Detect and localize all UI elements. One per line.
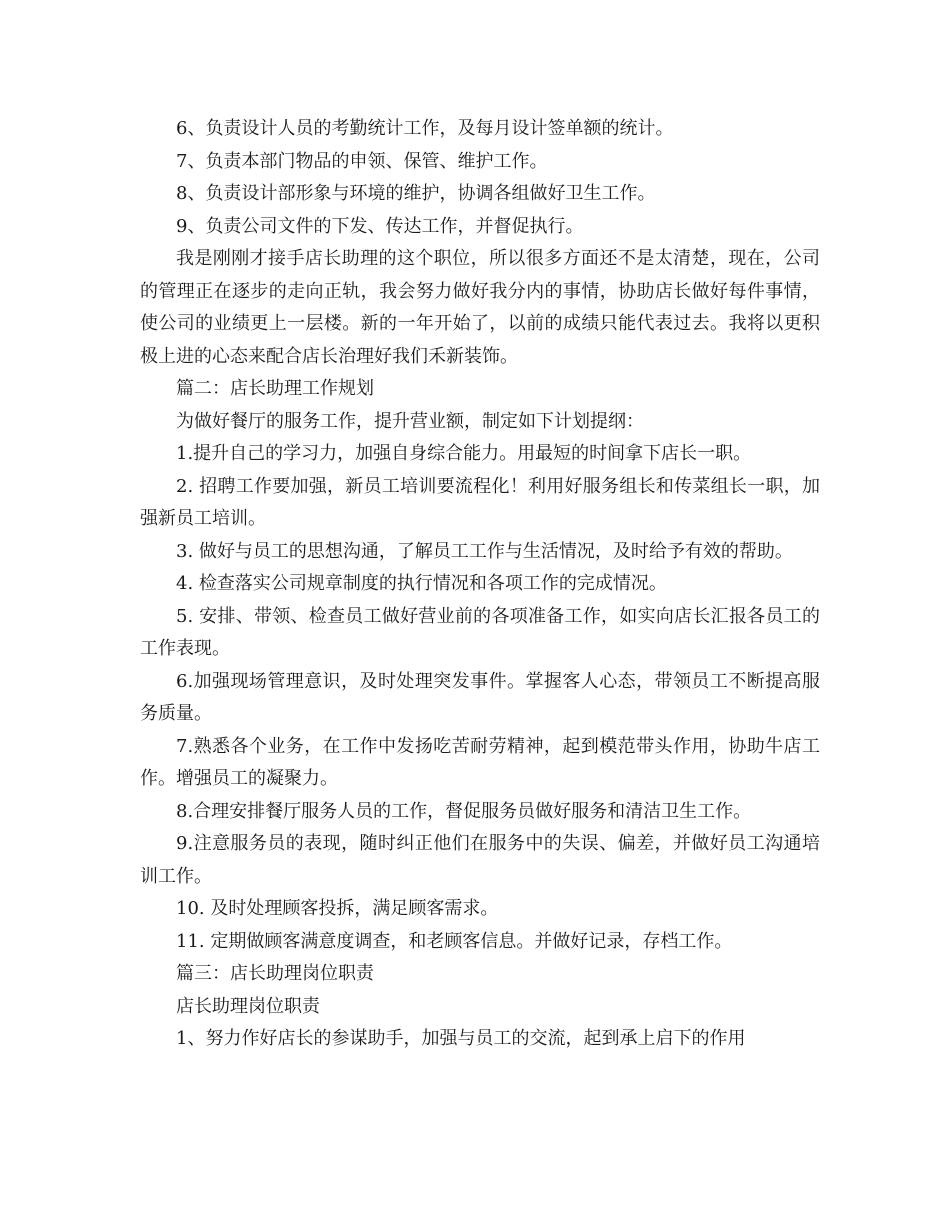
plan-item-6: 6.加强现场管理意识，及时处理突发事件。掌握客人心态，带领员工不断提高服务质量。 <box>140 670 820 724</box>
section-heading-2: 篇二：店长助理工作规划 <box>176 378 374 399</box>
plan-item-10: 10. 及时处理顾客投拆，满足顾客需求。 <box>176 898 499 919</box>
section-heading-3: 篇三：店长助理岗位职责 <box>176 963 374 984</box>
duty-item-9: 9、负责公司文件的下发、传达工作，并督促执行。 <box>176 215 584 237</box>
document-body <box>140 113 820 1056</box>
closing-paragraph: 我是刚刚才接手店长助理的这个职位，所以很多方面还不是太清楚，现在，公司的管理正在逐步的走向正轨，我会努力做好我分内的事情，协助店长做好每件事情，使公司的业绩更上一层楼。新的一年开始了，以前的成绩只能代表过去。我将以更积极上进的心态来配合店长治理好我们禾新装饰。 <box>140 248 820 367</box>
plan-item-8: 8.合理安排餐厅服务人员的工作，督促服务员做好服务和清洁卫生工作。 <box>176 800 752 822</box>
subheading: 店长助理岗位职责 <box>176 995 320 1017</box>
plan-intro: 为做好餐厅的服务工作，提升营业额，制定如下计划提纲： <box>176 410 644 432</box>
plan-item-11: 11. 定期做顾客满意度调查，和老顾客信息。并做好记录，存档工作。 <box>176 930 733 952</box>
plan-item-3: 3. 做好与员工的思想沟通，了解员工工作与生活情况，及时给予有效的帮助。 <box>176 540 793 562</box>
plan-item-9: 9.注意服务员的表现，随时纠正他们在服务中的失误、偏差，并做好员工沟通培训工作。 <box>140 833 820 887</box>
responsibility-item-1: 1、努力作好店长的参谋助手，加强与员工的交流，起到承上启下的作用 <box>176 1028 746 1049</box>
plan-item-2: 2. 招聘工作要加强，新员工培训要流程化！利用好服务组长和传菜组长一职，加强新员工培训。 <box>140 475 820 529</box>
plan-item-5: 5. 安排、带领、检查员工做好营业前的各项准备工作，如实向店长汇报各员工的工作表现。 <box>140 605 820 659</box>
duty-item-6: 6、负责设计人员的考勤统计工作，及每月设计签单额的统计。 <box>176 118 674 139</box>
plan-item-7: 7.熟悉各个业务，在工作中发扬吃苦耐劳精神，起到模范带头作用，协助牛店工作。增强员工的凝聚力。 <box>140 735 820 789</box>
duty-item-8: 8、负责设计部形象与环境的维护，协调各组做好卫生工作。 <box>176 183 656 204</box>
plan-item-1: 1.提升自己的学习力，加强自身综合能力。用最短的时间拿下店长一职。 <box>176 443 752 464</box>
plan-item-4: 4. 检查落实公司规章制度的执行情况和各项工作的完成情况。 <box>176 573 667 594</box>
duty-item-7: 7、负责本部门物品的申领、保管、维护工作。 <box>176 150 548 172</box>
